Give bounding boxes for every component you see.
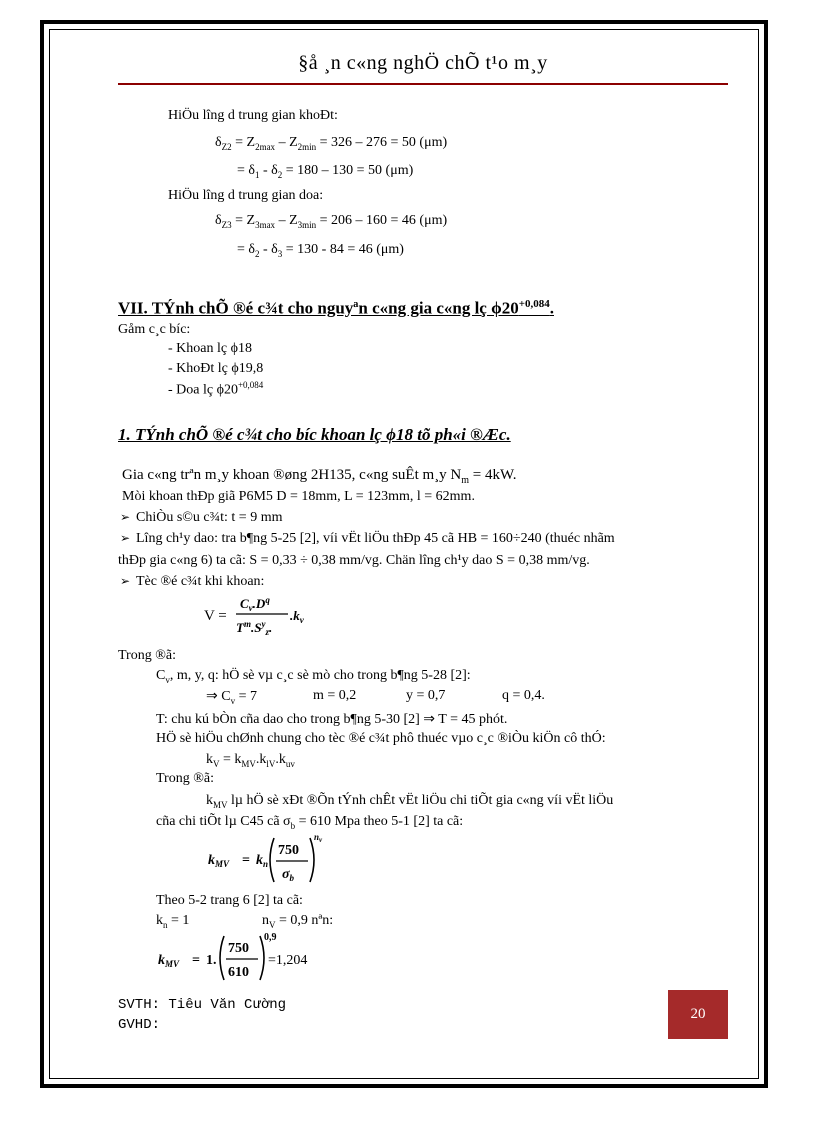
- line-3: = $\delta_1 - \delta_2 = 180 - 130 = 50$ (μm): [237, 163, 414, 180]
- kn-value: $k_n = 1$: [156, 913, 190, 930]
- svg-text:=: =: [192, 953, 200, 968]
- line-1: HiÖu lîng d trung gian khoÐt:: [168, 108, 338, 123]
- svg-text:Cv.Dq: $C_v.D^q$: [240, 595, 270, 613]
- kmv-desc-cont: cña chi tiÕt lµ C45 cã $\sigma_b = 610$ Mpa theo 5-1 [2] ta cã:: [156, 814, 464, 831]
- section-1-title: 1. TÝnh chÕ ®é c¾t cho bíc khoan lç ϕ18 tõ ph«i ®Æc.: [118, 425, 511, 444]
- header-rule: [118, 83, 728, 85]
- coef-desc: $C_v$, m, y, q: hÖ sè vµ c¸c sè mò cho trong b¶ng 5-28 [2]:: [156, 668, 471, 685]
- svg-text:1.: 1.: [206, 953, 217, 968]
- formula-kmv: [206, 830, 326, 895]
- footer-svth: SVTH: Tiêu Văn Cường: [118, 997, 287, 1013]
- line-4: HiÖu lîng d trung gian doa:: [168, 188, 324, 203]
- page-header: §å ¸n c«ng nghÖ chÕ t¹o m¸y: [298, 52, 548, 74]
- svg-text:kMV: $k_{MV}$: [208, 853, 230, 869]
- theo-5-2: Theo 5-2 trang 6 [2] ta cã:: [156, 893, 303, 908]
- trong-do-1: Trong ®ã:: [118, 648, 176, 663]
- line-5: $\delta_{Z3} = Z_{3max} - Z_{3min} = 206 - 160 = 46$ (μm): [215, 213, 448, 230]
- para-1: Gia c«ng trªn m¸y khoan ®øng 2H135, c«ng suÊt m¸y $N_m = 4kW$.: [122, 467, 517, 486]
- svg-text:.kv: $.k_v$: [290, 608, 304, 625]
- svg-text:750: 750: [278, 843, 299, 858]
- coef-q: q = 0,4.: [502, 688, 545, 703]
- nv-value: $n_V = 0,9$ nªn:: [262, 913, 334, 930]
- bullet-3: ➢ Tèc ®é c¾t khi khoan:: [120, 574, 265, 589]
- formula-velocity: [200, 590, 340, 645]
- section-7-intro: Gåm c¸c bíc:: [118, 322, 191, 337]
- line-6: = $\delta_2 - \delta_3 = 130 - 84 = 46$ (μm): [237, 242, 404, 259]
- kmv-desc: $k_{MV}$ lµ hÖ sè xÐt ®Õn tÝnh chÊt vËt liÖu chi tiÕt gia c«ng víi vËt liÖu: [206, 793, 614, 810]
- svg-text:V =: V =: [204, 608, 227, 624]
- coef-cv: ⇒ $C_v = 7$: [206, 689, 257, 706]
- svg-text:σb: $\sigma_b$: [282, 867, 295, 883]
- svg-text:0,9: 0,9: [264, 932, 277, 943]
- para-2: Mòi khoan thÐp giã P6M5 D = 18mm, L = 123mm, l = 62mm.: [122, 489, 475, 504]
- svg-text:750: 750: [228, 941, 249, 956]
- step-2: - KhoÐt lç ϕ19,8: [168, 361, 264, 376]
- coef-y: y = 0,7: [406, 688, 446, 703]
- coef-m: m = 0,2: [313, 688, 357, 703]
- step-1: - Khoan lç ϕ18: [168, 341, 252, 356]
- bullet-2-cont: thÐp gia c«ng 6) ta cã: S = 0,33 ÷ 0,38 mm/vg. Chän lîng ch¹y dao S = 0,38 mm/vg.: [118, 553, 590, 568]
- svg-text:kn: $k_n$: [256, 853, 269, 869]
- formula-kmv-result: [156, 930, 326, 993]
- kmv-result-value: =1,204: [268, 953, 308, 968]
- trong-do-2: Trong ®ã:: [156, 771, 214, 786]
- correction-desc: HÖ sè hiÖu chØnh chung cho tèc ®é c¾t phô thuéc vµo c¸c ®iÒu kiÖn cô thÓ:: [156, 731, 606, 746]
- svg-text:Tm.Syz.: $T^m.S^y_z$.: [236, 619, 273, 637]
- svg-text:=: =: [242, 853, 250, 868]
- page-number: 20: [668, 990, 728, 1039]
- svg-text:kMV: $k_{MV}$: [158, 953, 180, 969]
- svg-text:nv: $n_v$: [314, 832, 323, 844]
- svg-text:610: 610: [228, 965, 249, 980]
- tool-life: T: chu kú bÒn cña dao cho trong b¶ng 5-30 [2] ⇒ T = 45 phót.: [156, 712, 508, 727]
- bullet-2: ➢ Lîng ch¹y dao: tra b¶ng 5-25 [2], víi vËt liÖu thÐp 45 cã HB = 160÷240 (thuéc nhãm: [120, 531, 615, 546]
- section-7-title: VII. TÝnh chÕ ®é c¾t cho nguyªn c«ng gia c«ng lç $\phi 20^{+0,084}$.: [118, 298, 554, 318]
- bullet-1: ➢ ChiÒu s©u c¾t: t = 9 mm: [120, 510, 283, 525]
- step-3: - Doa lç $\phi 20^{+0,084}$: [168, 380, 264, 398]
- kv-formula: $k_V = k_{MV}.k_{lV}.k_{uv}$: [206, 752, 295, 769]
- line-2: $\delta_{Z2} = Z_{2max} - Z_{2min} = 326 - 276 = 50$ (μm): [215, 135, 448, 152]
- footer-gvhd: GVHD:: [118, 1017, 161, 1033]
